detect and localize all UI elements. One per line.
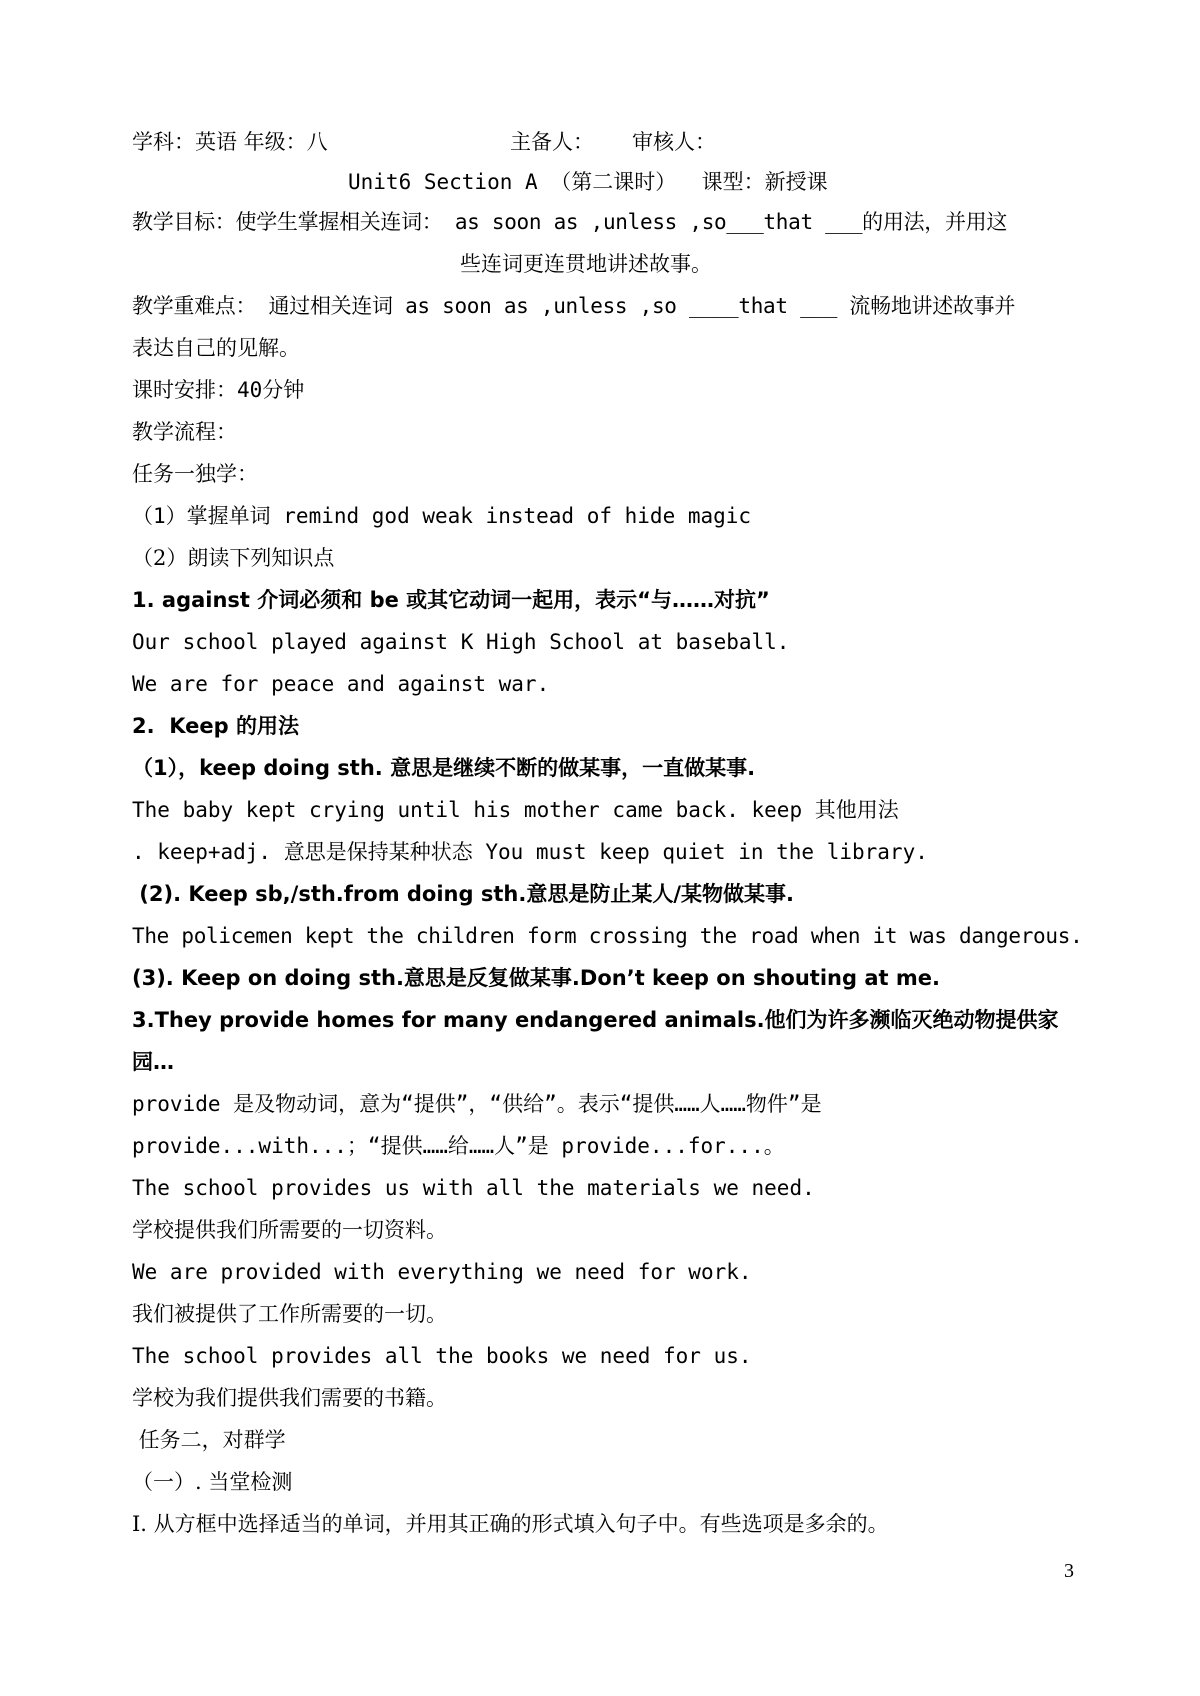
point2-example-3: The policemen kept the children form crossing the road when it was dangerous. [132, 924, 1083, 948]
key-points-line-2: 表达自己的见解。 [132, 336, 300, 360]
point2-sub-3: (3). Keep on doing sth.意思是反复做某事.Don’t keep on shouting at me. [132, 966, 940, 990]
task1-item-2: （2）朗读下列知识点 [132, 546, 335, 570]
point2-example-2: . keep+adj. 意思是保持某种状态 You must keep quiet in the library. [132, 840, 928, 864]
point2-sub-1: （1），keep doing sth. 意思是继续不断的做某事，一直做某事. [132, 756, 756, 780]
point3-desc-2: provide...with...；“提供……给……人”是 provide...for...。 [132, 1134, 785, 1158]
lesson-title: Unit6 Section A （第二课时） 课型：新授课 [348, 170, 828, 194]
objectives-line-2: 些连词更连贯地讲述故事。 [460, 252, 712, 276]
schedule: 课时安排：40分钟 [132, 378, 305, 402]
task1-item-1: （1）掌握单词 remind god weak instead of hide magic [132, 504, 752, 528]
point3-example-3-en: The school provides all the books we need for us. [132, 1344, 752, 1368]
objectives-line-1: 教学目标：使学生掌握相关连词： as soon as ,unless ,so___that ___的用法，并用这 [132, 210, 1008, 234]
point3-example-3-zh: 学校为我们提供我们需要的书籍。 [132, 1386, 447, 1410]
task2-title: 任务二，对群学 [132, 1428, 286, 1452]
point3-example-1-en: The school provides us with all the materials we need. [132, 1176, 815, 1200]
point3-heading-1: 3.They provide homes for many endangered animals.他们为许多濒临灭绝动物提供家 [132, 1008, 1059, 1032]
reviewer-label: 审核人： [632, 130, 716, 154]
process-label: 教学流程： [132, 420, 237, 444]
point3-heading-2: 园… [132, 1050, 174, 1074]
point1-heading: 1. against 介词必须和 be 或其它动词一起用，表示“与……对抗” [132, 588, 770, 612]
key-points-line-1: 教学重难点： 通过相关连词 as soon as ,unless ,so ____that ___ 流畅地讲述故事并 [132, 294, 1016, 318]
task1-title: 任务一独学： [132, 462, 258, 486]
point1-example-1: Our school played against K High School at baseball. [132, 630, 790, 654]
point2-heading: 2. Keep 的用法 [132, 714, 299, 738]
point1-example-2: We are for peace and against war. [132, 672, 550, 696]
page-number: 3 [1064, 1560, 1074, 1582]
point3-example-1-zh: 学校提供我们所需要的一切资料。 [132, 1218, 447, 1242]
subject-grade: 学科：英语 年级：八 [132, 130, 328, 154]
task2-subtitle: （一）. 当堂检测 [132, 1470, 293, 1494]
task2-instruction: Ⅰ. 从方框中选择适当的单词，并用其正确的形式填入句子中。有些选项是多余的。 [132, 1512, 889, 1536]
point3-example-2-zh: 我们被提供了工作所需要的一切。 [132, 1302, 447, 1326]
preparer-label: 主备人： [510, 130, 594, 154]
point2-example-1: The baby kept crying until his mother came back. keep 其他用法 [132, 798, 899, 822]
point2-sub-2: (2). Keep sb,/sth.from doing sth.意思是防止某人/某物做某事. [132, 882, 794, 906]
point3-desc-1: provide 是及物动词，意为“提供”，“供给”。表示“提供……人……物件”是 [132, 1092, 822, 1116]
point3-example-2-en: We are provided with everything we need for work. [132, 1260, 752, 1284]
